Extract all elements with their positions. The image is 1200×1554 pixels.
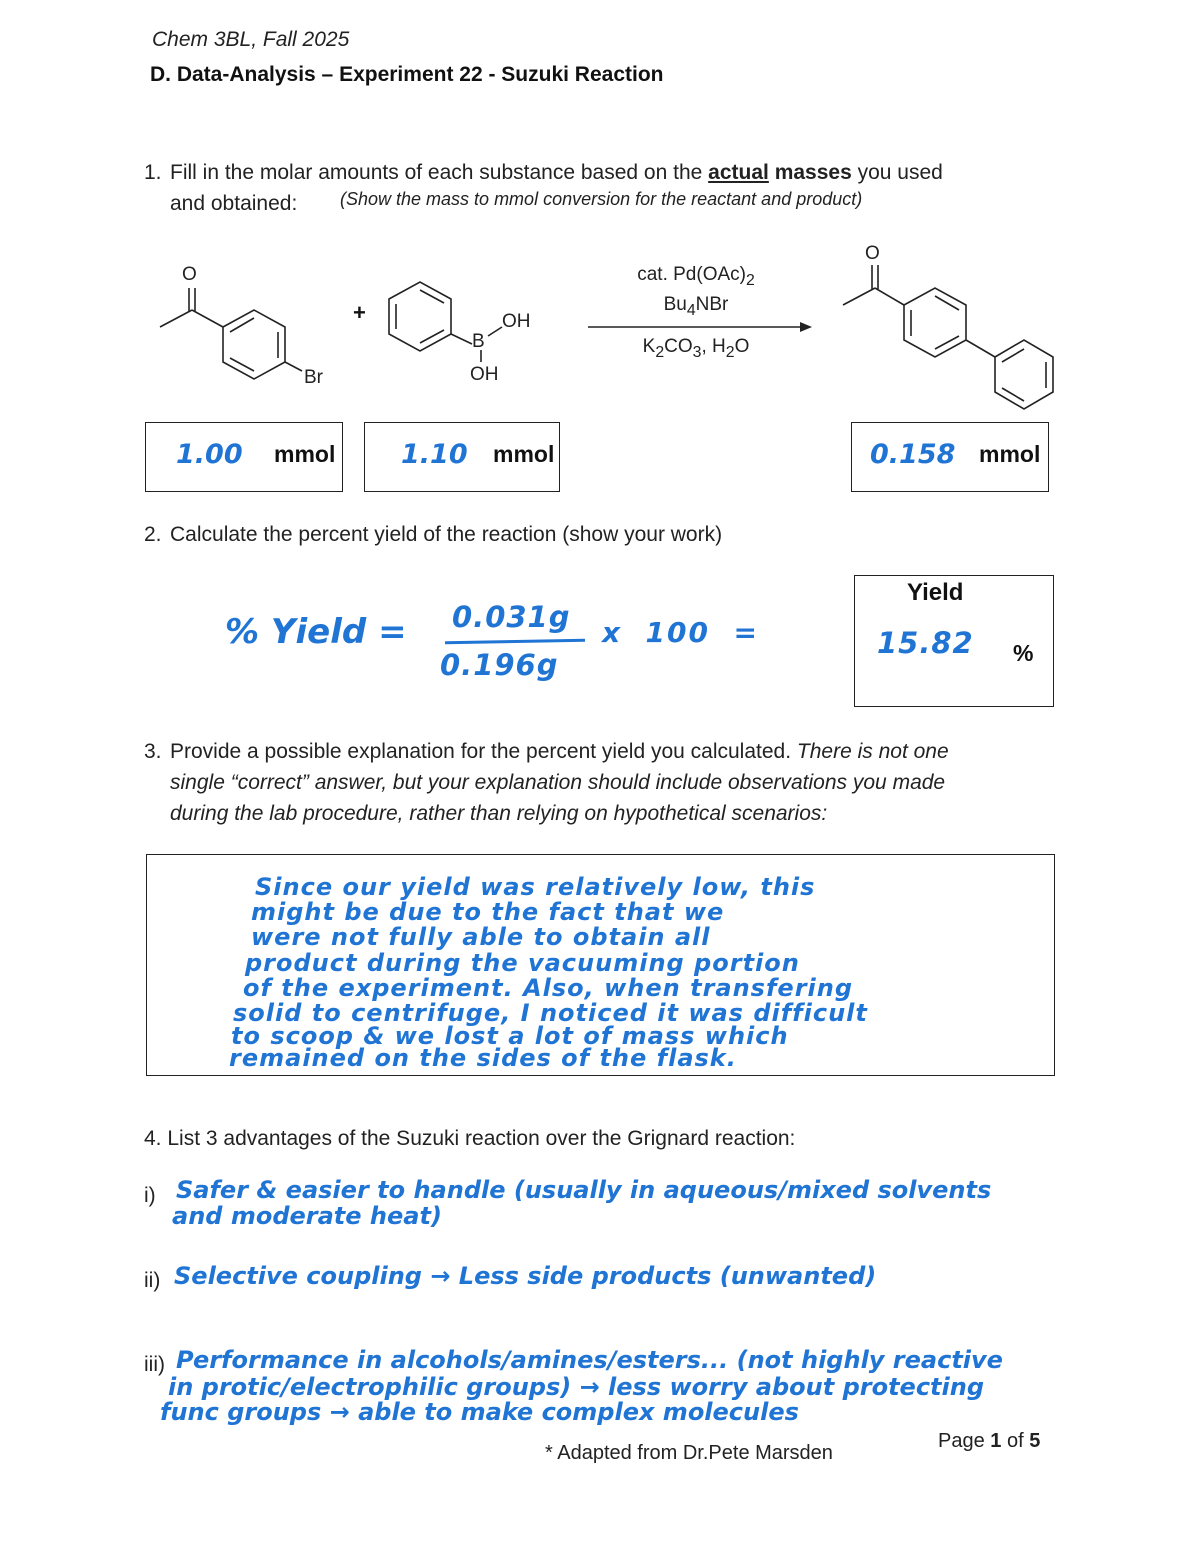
advantage-label: i) bbox=[144, 1184, 156, 1207]
acetylbiphenyl-structure bbox=[843, 265, 1053, 409]
explanation-line: Since our yield was relatively low, this bbox=[255, 873, 816, 901]
atom-oh-1: OH bbox=[502, 311, 531, 332]
reagent-ptc bbox=[580, 294, 812, 320]
atom-o-1: O bbox=[182, 264, 197, 285]
yield-multiplier: x 100 = bbox=[602, 616, 759, 649]
cond-sub1: 2 bbox=[655, 343, 665, 361]
explanation-line: were not fully able to obtain all bbox=[251, 923, 711, 951]
of-word: of bbox=[1006, 1430, 1024, 1452]
reaction-scheme bbox=[0, 230, 1200, 420]
reactant2-mmol-value: 1.10 bbox=[401, 439, 468, 470]
cond-sub3: 2 bbox=[725, 343, 735, 361]
atom-br: Br bbox=[304, 367, 323, 388]
bromoacetophenone-structure bbox=[160, 288, 302, 379]
reactant1-amount-box bbox=[145, 422, 343, 492]
question-3 bbox=[144, 736, 1084, 829]
explanation-line: of the experiment. Also, when transfering bbox=[243, 974, 854, 1002]
q4-text: List 3 advantages of the Suzuki reaction over the Grignard reaction: bbox=[167, 1127, 796, 1150]
percent-sign: % bbox=[1013, 640, 1034, 666]
explanation-line: remained on the sides of the flask. bbox=[229, 1044, 737, 1072]
advantage-1-line: and moderate heat) bbox=[172, 1202, 442, 1230]
advantage-3-line: in protic/electrophilic groups) → less worry about protecting bbox=[168, 1373, 985, 1401]
q3-line2: single “correct” answer, but your explanation should include observations you made bbox=[170, 771, 946, 794]
q1-note: (Show the mass to mmol conversion for the reactant and product) bbox=[340, 189, 863, 209]
arrow-head bbox=[800, 322, 812, 332]
advantage-2-line: Selective coupling → Less side products (unwanted) bbox=[174, 1262, 877, 1290]
reagent-ptc-sub: 4 bbox=[686, 301, 696, 319]
mmol-unit: mmol bbox=[979, 441, 1041, 467]
yield-label: Yield bbox=[907, 579, 964, 606]
question-number: 2. bbox=[144, 523, 162, 546]
yield-answer-box bbox=[854, 575, 1054, 707]
q1-text-before: Fill in the molar amounts of each substance based on the bbox=[170, 161, 709, 184]
page-current: 1 bbox=[990, 1430, 1002, 1452]
reagent-catalyst bbox=[580, 264, 812, 290]
page-number bbox=[938, 1430, 1040, 1453]
atom-o-2: O bbox=[865, 243, 880, 264]
mmol-unit: mmol bbox=[493, 441, 555, 467]
fraction-bar bbox=[445, 639, 585, 644]
question-2 bbox=[144, 519, 722, 550]
course-header: Chem 3BL, Fall 2025 bbox=[152, 28, 350, 51]
q3-text-italic: There is not one bbox=[796, 740, 949, 763]
explanation-line: might be due to the fact that we bbox=[251, 898, 725, 926]
cond-o: O bbox=[734, 336, 750, 357]
reagent-ptc-b: NBr bbox=[695, 294, 729, 315]
advantage-3-line: func groups → able to make complex molecules bbox=[160, 1398, 799, 1426]
explanation-line: product during the vacuuming portion bbox=[245, 949, 800, 977]
explanation-answer-box bbox=[146, 854, 1055, 1076]
yield-numerator: 0.031g bbox=[452, 600, 571, 634]
page-title: D. Data-Analysis – Experiment 22 - Suzuki Reaction bbox=[150, 63, 664, 86]
explanation-line: solid to centrifuge, I noticed it was difficult bbox=[233, 999, 868, 1027]
product-mmol-value: 0.158 bbox=[870, 439, 956, 470]
mmol-unit: mmol bbox=[274, 441, 336, 467]
yield-denominator: 0.196g bbox=[440, 648, 559, 682]
reagent-catalyst-sub: 2 bbox=[745, 271, 755, 289]
yield-value: 15.82 bbox=[877, 626, 974, 660]
reaction-conditions bbox=[580, 336, 812, 362]
cond-h: , H bbox=[701, 336, 726, 357]
atom-oh-2: OH bbox=[470, 364, 499, 385]
cond-co: CO bbox=[664, 336, 693, 357]
q1-line2: and obtained: bbox=[170, 192, 298, 215]
cond-k: K bbox=[642, 336, 656, 357]
question-number: 4. bbox=[144, 1127, 162, 1150]
q2-text: Calculate the percent yield of the reaction (show your work) bbox=[170, 523, 723, 546]
reactant2-amount-box bbox=[364, 422, 560, 492]
reagent-ptc-a: Bu bbox=[663, 294, 687, 315]
page-word: Page bbox=[938, 1430, 985, 1452]
plus-sign: + bbox=[353, 300, 366, 325]
q3-text-plain: Provide a possible explanation for the percent yield you calculated. bbox=[170, 740, 797, 763]
reagent-catalyst-text: cat. Pd(OAc) bbox=[637, 264, 746, 285]
question-4 bbox=[144, 1123, 795, 1154]
page-total: 5 bbox=[1029, 1430, 1041, 1452]
advantage-1-line: Safer & easier to handle (usually in aqueous/mixed solvents bbox=[176, 1176, 992, 1204]
q1-actual: actual bbox=[708, 161, 769, 184]
cond-sub2: 3 bbox=[692, 343, 702, 361]
yield-work-lhs: % Yield = bbox=[225, 612, 407, 652]
atom-b: B bbox=[472, 331, 485, 352]
product-amount-box bbox=[851, 422, 1049, 492]
q1-text-after: you used bbox=[851, 161, 943, 184]
advantage-3-line: Performance in alcohols/amines/esters... (not highly reactive bbox=[176, 1346, 1003, 1374]
advantage-label: ii) bbox=[144, 1269, 161, 1292]
q1-masses: masses bbox=[774, 161, 852, 184]
q3-line3: during the lab procedure, rather than relying on hypothetical scenarios: bbox=[170, 802, 828, 825]
question-number: 1. bbox=[144, 161, 162, 184]
question-number: 3. bbox=[144, 740, 162, 763]
advantage-label: iii) bbox=[144, 1353, 165, 1376]
attribution: * Adapted from Dr.Pete Marsden bbox=[545, 1442, 833, 1464]
explanation-line: to scoop & we lost a lot of mass which bbox=[231, 1022, 789, 1050]
reactant1-mmol-value: 1.00 bbox=[176, 439, 243, 470]
phenylboronic-acid-structure bbox=[389, 282, 502, 362]
